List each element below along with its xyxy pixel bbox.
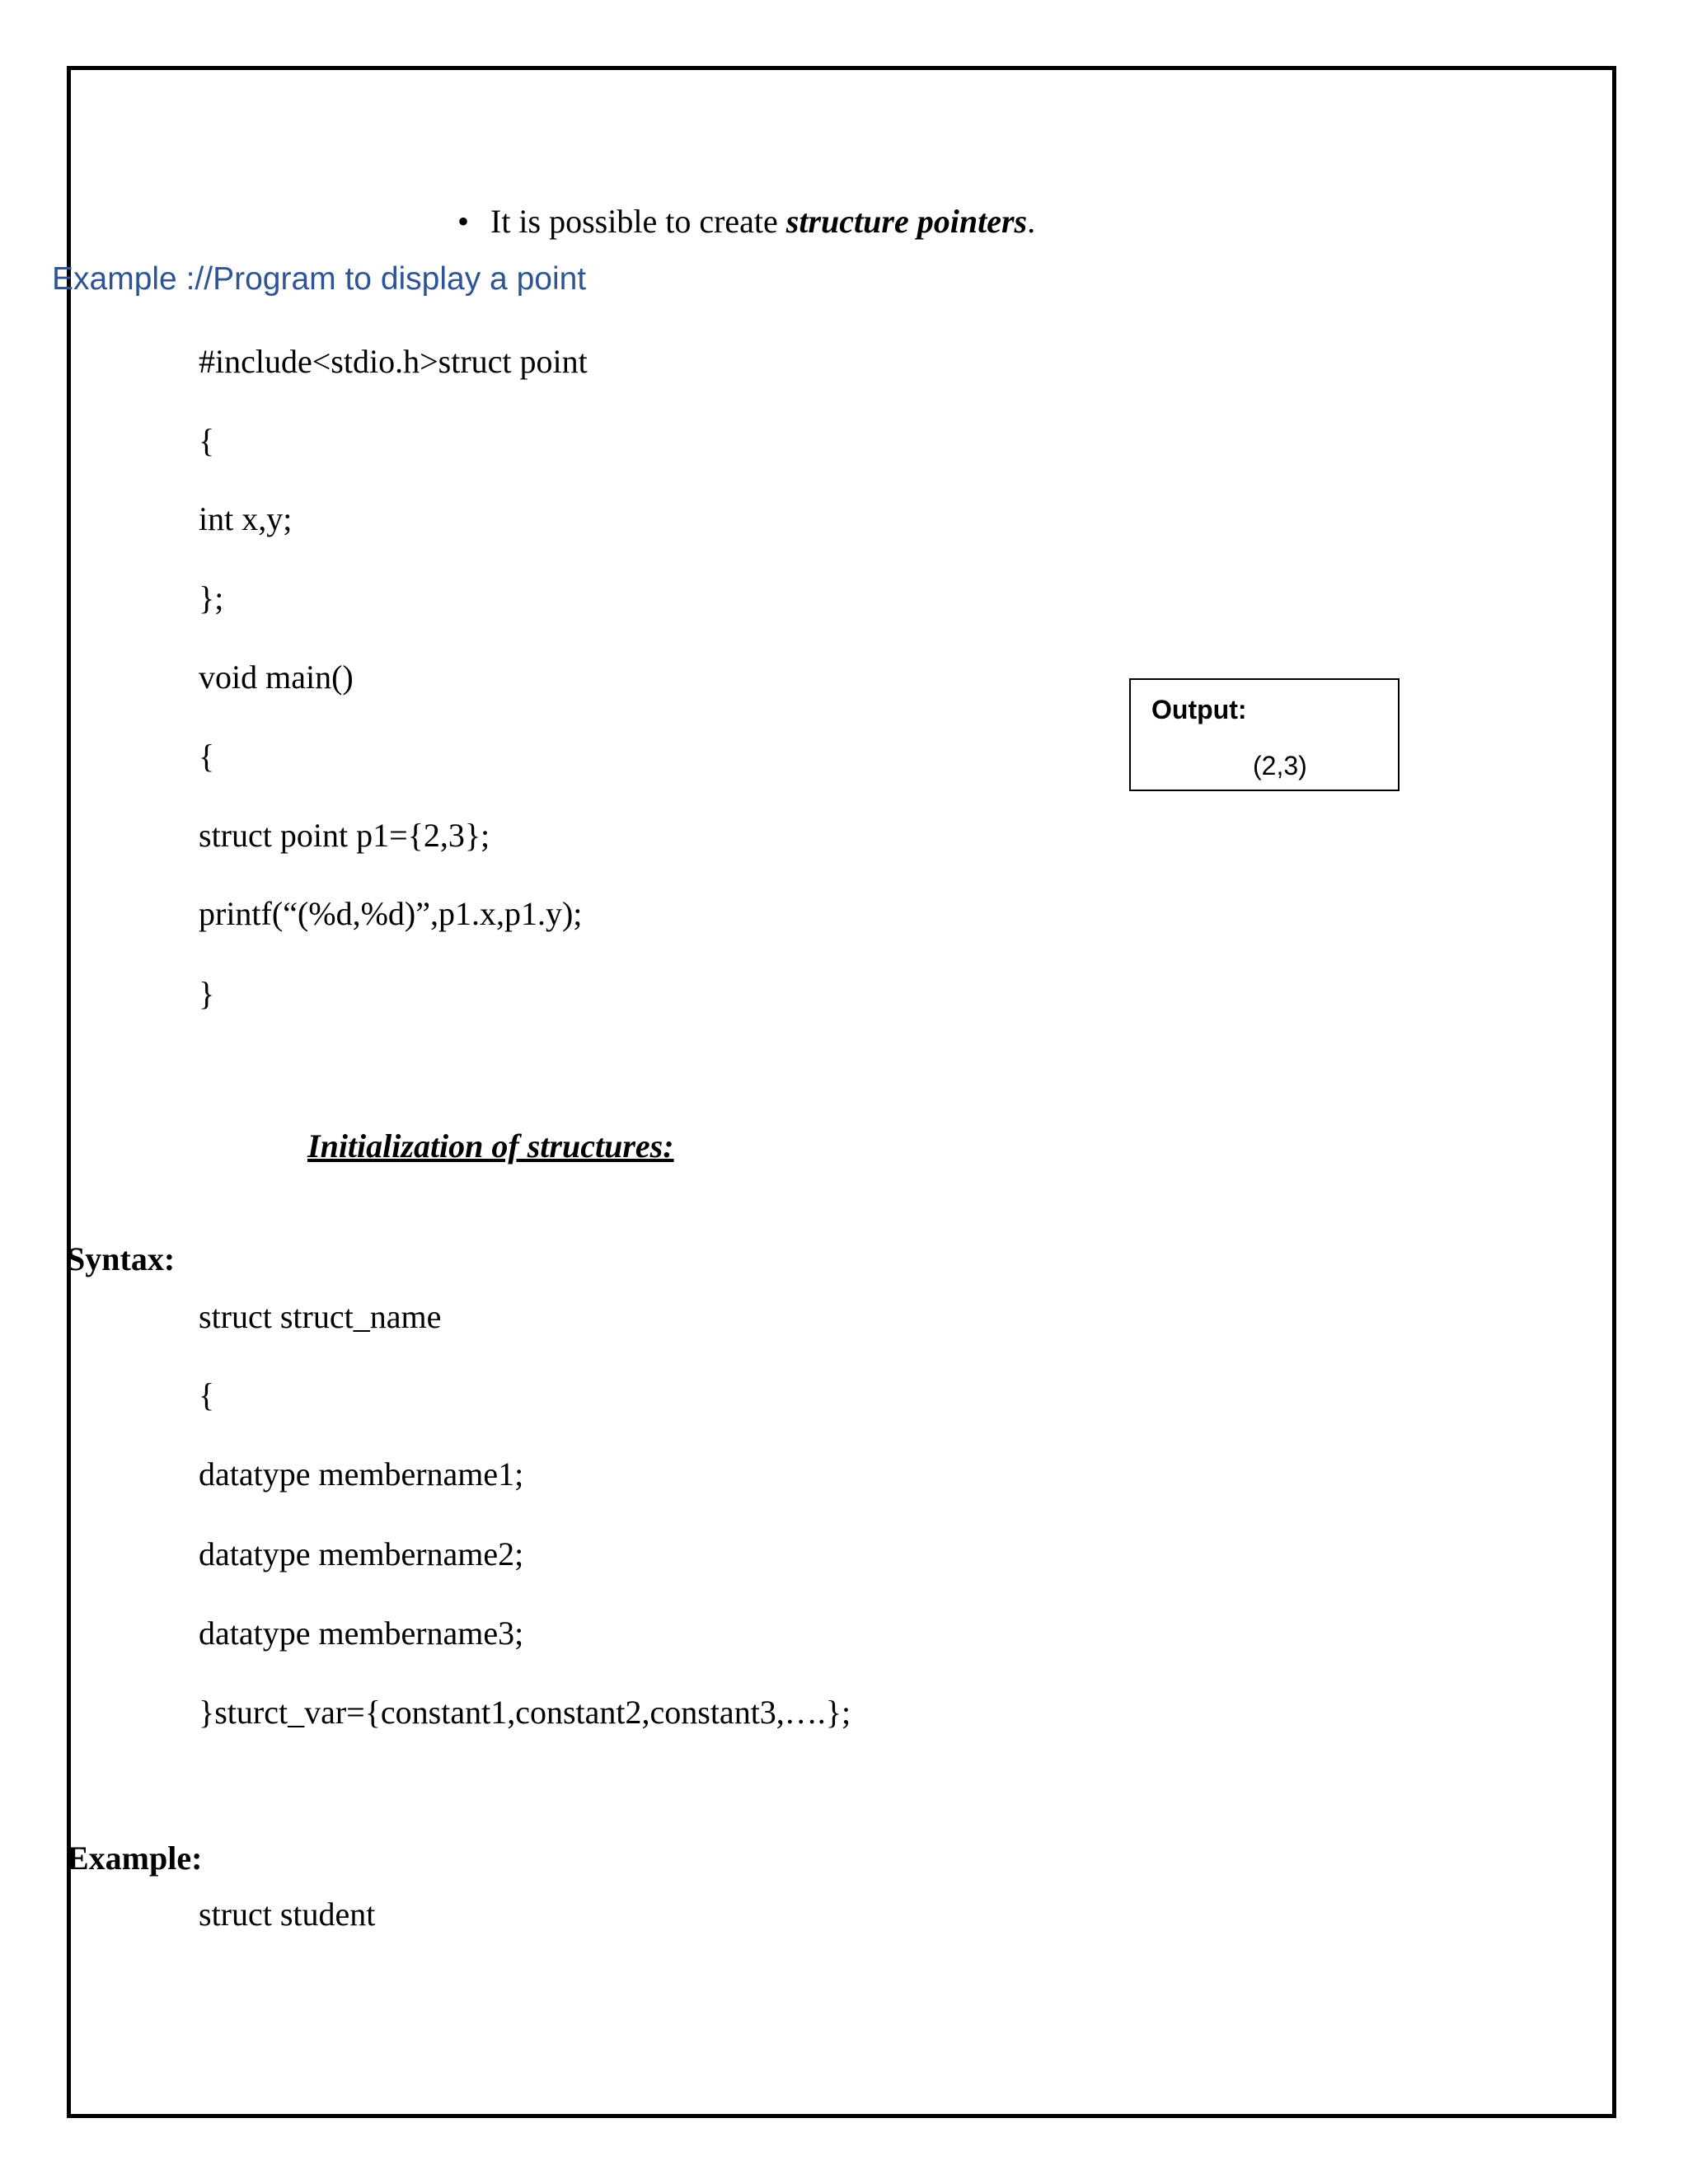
bullet-dot: • <box>457 203 470 240</box>
syntax-line: datatype membername3; <box>199 1615 524 1652</box>
output-label: Output: <box>1151 695 1247 724</box>
bullet-text: It is possible to create <box>490 203 786 240</box>
example-line: struct student <box>199 1896 376 1933</box>
syntax-label: Syntax: <box>67 1240 176 1277</box>
syntax-line: datatype membername1; <box>199 1455 524 1493</box>
example-label: Example: <box>67 1840 203 1877</box>
output-box <box>1129 678 1400 791</box>
bullet-end: . <box>1027 203 1036 240</box>
code-line: void main() <box>199 658 354 696</box>
code-line: struct point p1={2,3}; <box>199 817 490 854</box>
code-line: }; <box>199 579 224 616</box>
code-line: #include<stdio.h>struct point <box>199 343 588 380</box>
code-line: int x,y; <box>199 500 293 537</box>
section-title: Initialization of structures: <box>307 1127 674 1165</box>
output-value: (2,3) <box>1253 751 1307 780</box>
syntax-line: }sturct_var={constant1,constant2,constant3,….}; <box>199 1694 851 1731</box>
code-line: } <box>199 975 215 1012</box>
code-line: { <box>199 738 215 775</box>
code-line: printf(“(%d,%d)”,p1.x,p1.y); <box>199 895 583 932</box>
code-line: { <box>199 422 215 459</box>
syntax-line: struct struct_name <box>199 1298 442 1335</box>
syntax-line: { <box>199 1376 215 1413</box>
syntax-line: datatype membername2; <box>199 1535 524 1572</box>
example-heading: Example ://Program to display a point <box>52 261 587 297</box>
bullet-emphasis: structure pointers <box>785 203 1028 240</box>
bullet-item <box>457 205 1035 238</box>
